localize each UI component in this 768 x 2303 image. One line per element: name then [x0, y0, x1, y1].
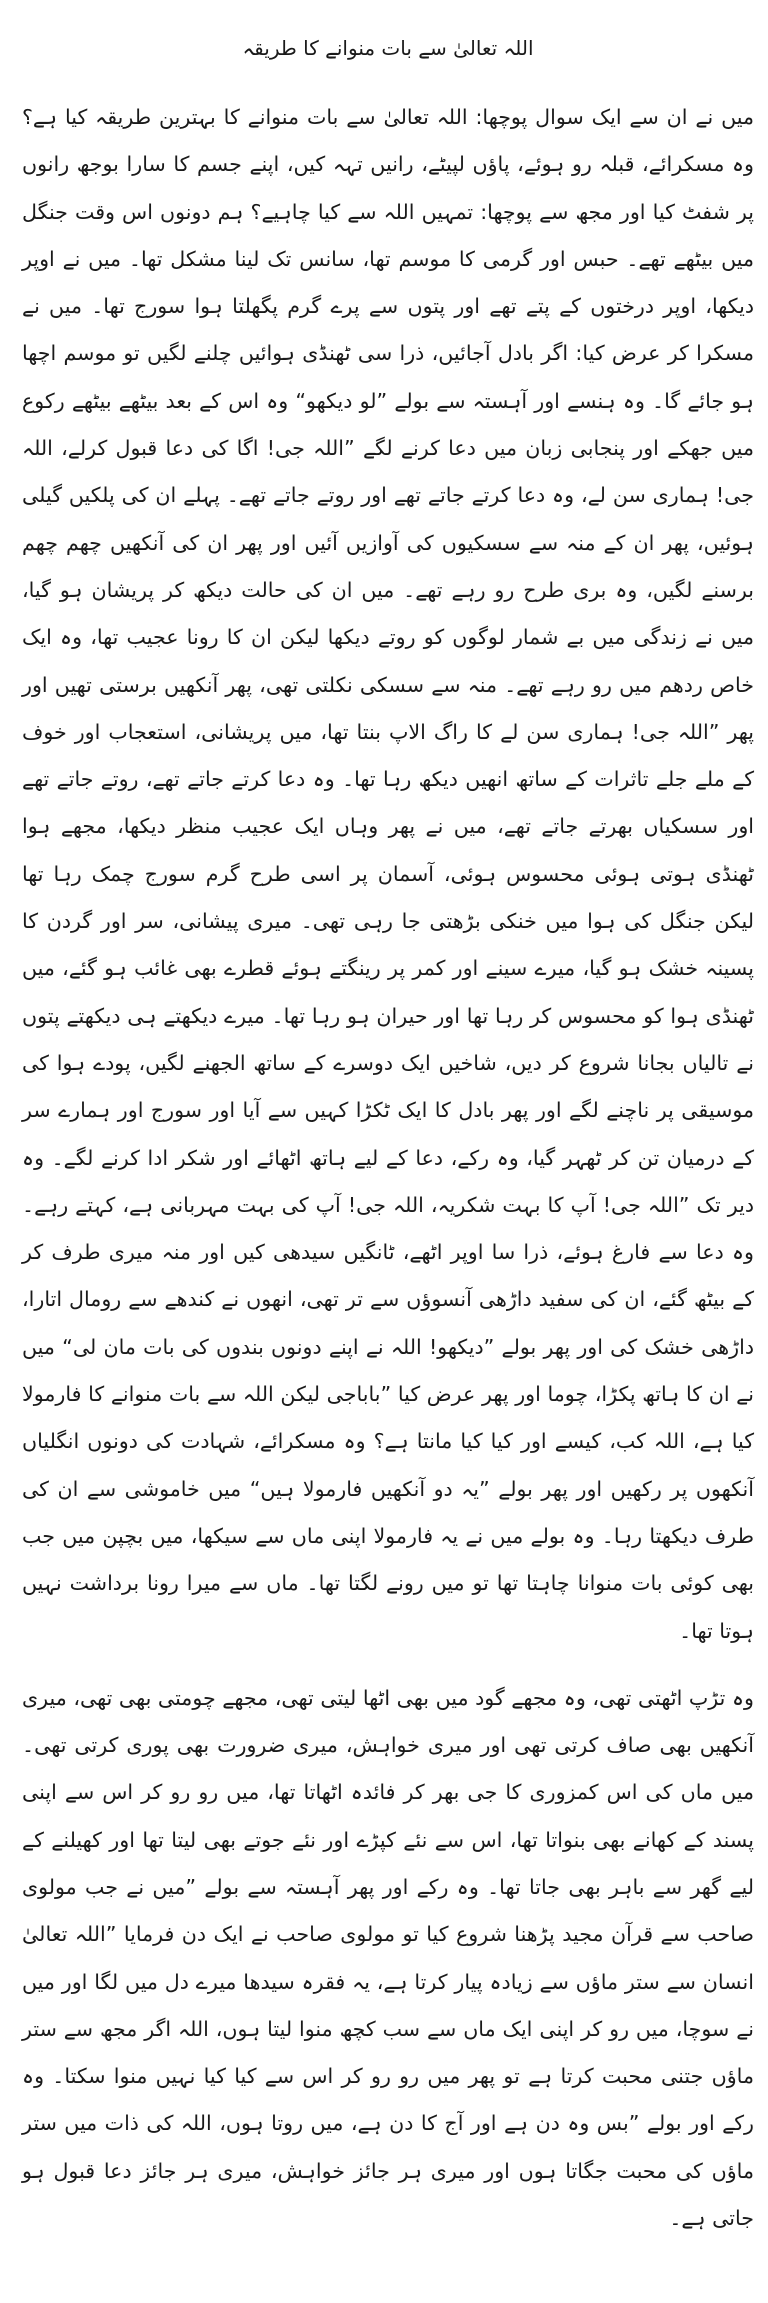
article-title: اللہ تعالیٰ سے بات منوانے کا طریقہ — [242, 36, 534, 60]
article-paragraph-2: وہ تڑپ اٹھتی تھی، وہ مجھے گود میں بھی اٹھا لیتی تھی، مجھے چومتی بھی تھی، میری آنکھیں بھی صاف کرتی تھی اور میری خواہش، میری ضرورت بھی پوری کرتی تھی۔ میں ماں کی اس کمزوری کا جی بھر کر فائدہ اٹھاتا تھا، میں رو رو کر اس سے اپنی پسند کے کھانے بھی بنواتا تھا، اس سے نئے کپڑے اور نئے جوتے بھی لیتا تھا اور کھیلنے کے لیے گھر سے باہر بھی جاتا تھا۔ وہ رکے اور پھر آہستہ سے بولے ”میں نے جب مولوی صاحب سے قرآن مجید پڑھنا شروع کیا تو مولوی صاحب نے ایک دن فرمایا ”اللہ تعالیٰ انسان سے ستر ماؤں سے زیادہ پیار کرتا ہے، یہ فقرہ سیدھا میرے دل میں لگا اور میں نے سوچا، میں رو کر اپنی ایک ماں سے سب کچھ منوا لیتا ہوں، اللہ اگر مجھ سے ستر ماؤں جتنی محبت کرتا ہے تو پھر میں رو رو کر اس سے کیا کیا نہیں منوا سکتا۔ وہ رکے اور بولے ”بس وہ دن ہے اور آج کا دن ہے، میں روتا ہوں، اللہ کی ذات میں ستر ماؤں کی محبت جگاتا ہوں اور میری ہر جائز خواہش، میری ہر جائز دعا قبول ہو جاتی ہے۔ — [22, 1685, 754, 2231]
article-paragraph-1: میں نے ان سے ایک سوال پوچھا: اللہ تعالیٰ سے بات منوانے کا بہترین طریقہ کیا ہے؟ وہ مسکرائے، قبلہ رو ہوئے، پاؤں لپیٹے، رانیں تہہ کیں، اپنے جسم کا سارا بوجھ رانوں پر شفٹ کیا اور مجھ سے پوچھا: تمہیں اللہ سے کیا چاہیے؟ ہم دونوں اس وقت جنگل میں بیٹھے تھے۔ حبس اور گرمی کا موسم تھا، سانس تک لینا مشکل تھا۔ میں نے اوپر دیکھا، اوپر درختوں کے پتے تھے اور پتوں سے پرے گرم پگھلتا ہوا سورج تھا۔ میں نے مسکرا کر عرض کیا: اگر بادل آجائیں، ذرا سی ٹھنڈی ہوائیں چلنے لگیں تو موسم اچھا ہو جائے گا۔ وہ ہنسے اور آہستہ سے بولے ”لو دیکھو“ وہ اس کے بعد بیٹھے بیٹھے رکوع میں جھکے اور پنجابی زبان میں دعا کرنے لگے ”اللہ جی! اگا کی دعا قبول کرلے، اللہ جی! ہماری سن لے، وہ دعا کرتے جاتے تھے اور روتے جاتے تھے۔ پہلے ان کی پلکیں گیلی ہوئیں، پھر ان کے منہ سے سسکیوں کی آوازیں آئیں اور پھر ان کی آنکھیں چھم چھم برسنے لگیں، وہ بری طرح رو رہے تھے۔ میں ان کی حالت دیکھ کر پریشان ہو گیا، میں نے زندگی میں بے شمار لوگوں کو روتے دیکھا لیکن ان کا رونا عجیب تھا، وہ ایک خاص ردھم میں رو رہے تھے۔ منہ سے سسکی نکلتی تھی، پھر آنکھیں برستی تھیں اور پھر ”اللہ جی! ہماری سن لے کا راگ الاپ بنتا تھا، میں پریشانی، استعجاب اور خوف کے ملے جلے تاثرات کے ساتھ انھیں دیکھ رہا تھا۔ وہ دعا کرتے جاتے تھے، روتے جاتے تھے اور سسکیاں بھرتے جاتے تھے، میں نے پھر وہاں ایک عجیب منظر دیکھا، مجھے ہوا ٹھنڈی ہوتی ہوئی محسوس ہوئی، آسمان پر اسی طرح گرم سورج چمک رہا تھا لیکن جنگل کی ہوا میں خنکی بڑھتی جا رہی تھی۔ میری پیشانی، سر اور گردن کا پسینہ خشک ہو گیا، میرے سینے اور کمر پر رینگتے ہوئے قطرے بھی غائب ہو گئے، میں ٹھنڈی ہوا کو محسوس کر رہا تھا اور حیران ہو رہا تھا۔ میرے دیکھتے ہی دیکھتے پتوں نے تالیاں بجانا شروع کر دیں، شاخیں ایک دوسرے کے ساتھ الجھنے لگیں، پودے ہوا کی موسیقی پر ناچنے لگے اور پھر بادل کا ایک ٹکڑا کہیں سے آیا اور سورج اور ہمارے سر کے درمیان تن کر ٹھہر گیا، وہ رکے، دعا کے لیے ہاتھ اٹھائے اور شکر ادا کرنے لگے۔ وہ دیر تک ”اللہ جی! آپ کا بہت شکریہ، اللہ جی! آپ کی بہت مہربانی ہے، کہتے رہے۔ وہ دعا سے فارغ ہوئے، ذرا سا اوپر اٹھے، ٹانگیں سیدھی کیں اور منہ میری طرف کر کے بیٹھ گئے، ان کی سفید داڑھی آنسوؤں سے تر تھی، انھوں نے کندھے سے رومال اتارا، داڑھی خشک کی اور پھر بولے ”دیکھو! اللہ نے اپنے دونوں بندوں کی بات مان لی“ میں نے ان کا ہاتھ پکڑا، چوما اور پھر عرض کیا ”باباجی لیکن اللہ سے بات منوانے کا فارمولا کیا ہے، اللہ کب، کیسے اور کیا کیا مانتا ہے؟ وہ مسکرائے، شہادت کی دونوں انگلیاں آنکھوں پر رکھیں اور پھر بولے ”یہ دو آنکھیں فارمولا ہیں“ میں خاموشی سے ان کی طرف دیکھتا رہا۔ وہ بولے میں نے یہ فارمولا اپنی ماں سے سیکھا، میں بچپن میں جب بھی کوئی بات منوانا چاہتا تھا تو میں رونے لگتا تھا۔ ماں سے میرا رونا برداشت نہیں ہوتا تھا۔ — [22, 105, 754, 1643]
